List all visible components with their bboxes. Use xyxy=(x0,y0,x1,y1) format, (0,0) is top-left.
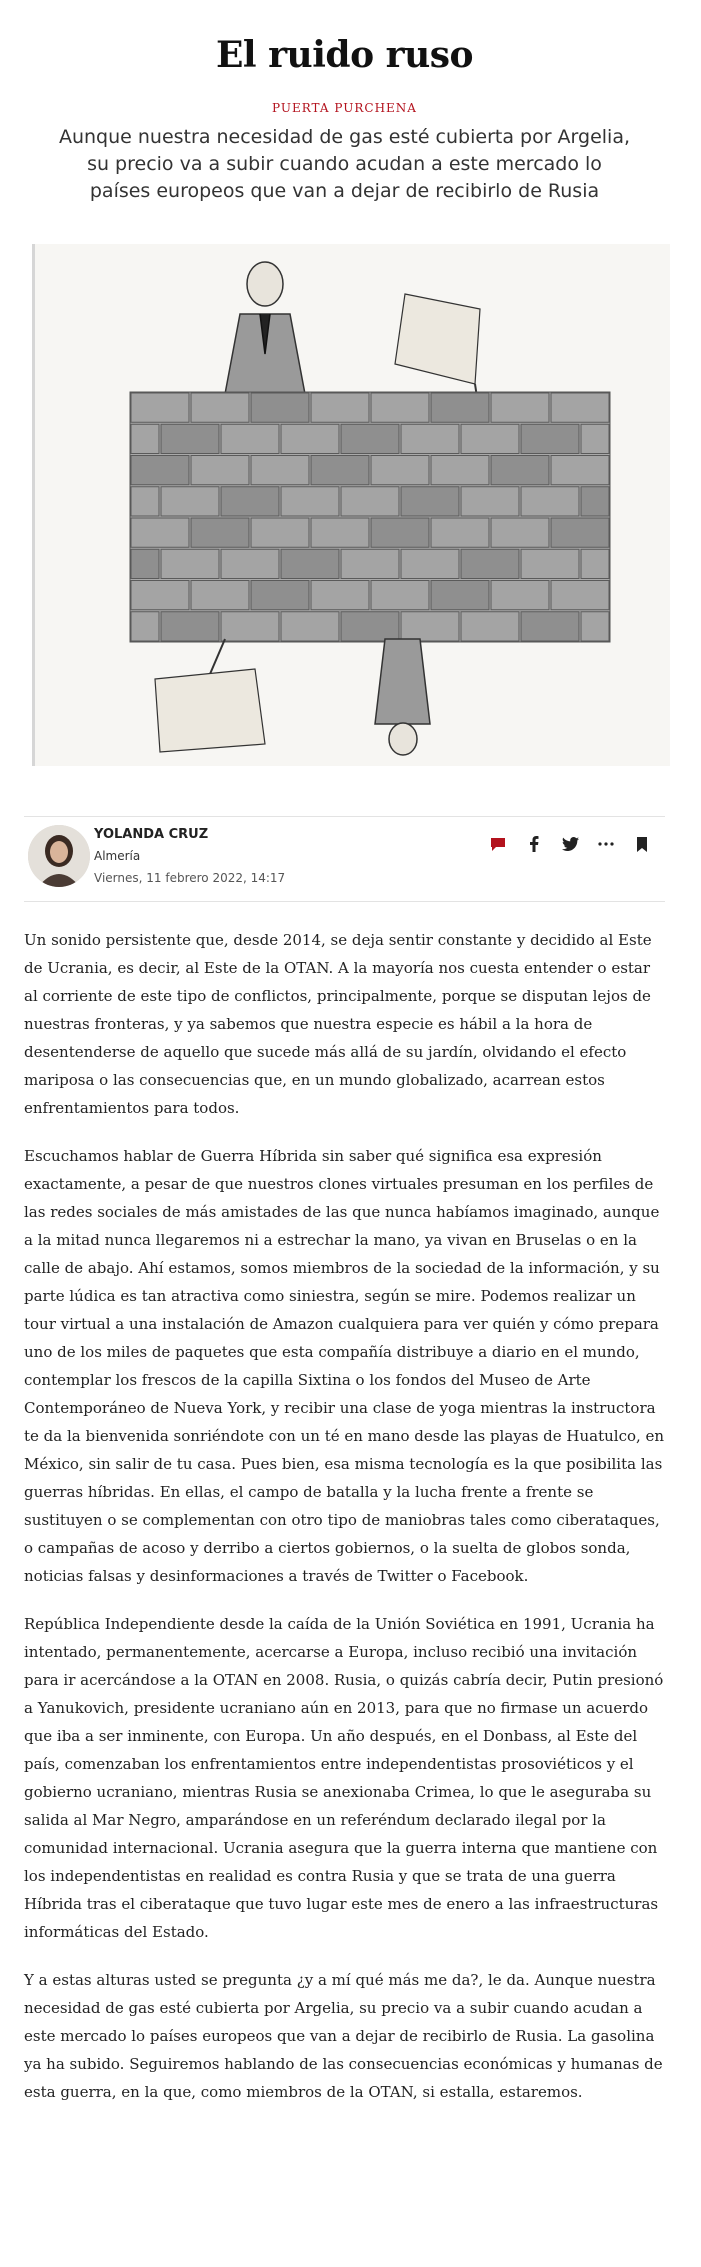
article-illustration xyxy=(32,244,670,766)
brick xyxy=(491,393,549,422)
brick xyxy=(311,393,369,422)
brick xyxy=(161,487,219,516)
brick xyxy=(311,518,369,547)
brick xyxy=(371,581,429,610)
brick xyxy=(491,581,549,610)
brick xyxy=(161,424,219,453)
brick xyxy=(551,518,609,547)
brick xyxy=(131,549,159,578)
brick xyxy=(581,612,609,641)
brick xyxy=(521,424,579,453)
brick xyxy=(341,612,399,641)
avatar[interactable] xyxy=(28,825,90,887)
brick xyxy=(161,549,219,578)
byline-box xyxy=(24,816,665,902)
page-title: El ruido ruso xyxy=(215,34,474,76)
brick xyxy=(401,612,459,641)
brick xyxy=(251,393,309,422)
brick xyxy=(521,612,579,641)
article-subtitle: Aunque nuestra necesidad de gas esté cubierta por Argelia, su precio va a subir cuando acudan a este mercado lo países europeos que van a dejar de recibirlo de Rusia xyxy=(58,126,631,202)
brick xyxy=(311,456,369,485)
brick xyxy=(401,424,459,453)
brick xyxy=(281,487,339,516)
brick xyxy=(281,612,339,641)
brick xyxy=(131,581,189,610)
section-label[interactable]: PUERTA PURCHENA xyxy=(272,101,417,115)
brick xyxy=(251,518,309,547)
brick xyxy=(371,456,429,485)
brick xyxy=(401,487,459,516)
brick xyxy=(131,393,189,422)
author-portrait xyxy=(28,825,90,887)
brick xyxy=(431,393,489,422)
brick xyxy=(461,487,519,516)
brick xyxy=(581,487,609,516)
brick xyxy=(251,456,309,485)
brick xyxy=(551,581,609,610)
brick xyxy=(431,581,489,610)
paragraph-3: República Independiente desde la caída de la Unión Soviética en 1991, Ucrania ha intentado, permanentemente, acercarse a Europa, incluso recibió una invitación para ir acercándose a la OTAN en 2008. Rusia, o quizás cabría decir, Putin presionó a Yanukovich, presidente ucraniano aún en 2013, para que no firmase un acuerdo que iba a ser inminente, con Europa. Un año después, en el Donbass, al Este del país, comenzaban los enfrentamientos entre independentistas prosoviéticos y el gobierno ucraniano, mientras Rusia se anexionaba Crimea, lo que le aseguraba su salida al Mar Negro, amparándose en un referéndum declarado ilegal por la comunidad internacional. Ucrania asegura que la guerra interna que mantiene con los independentistas en realidad es contra Rusia y que se trata de una guerra Híbrida tras el ciberataque que tuvo lugar este mes de enero a las infraestructuras informáticas del Estado. xyxy=(24,1615,664,1941)
brick xyxy=(131,487,159,516)
paragraph-4: Y a estas alturas usted se pregunta ¿y a mí qué más me da?, le da. Aunque nuestra necesidad de gas esté cubierta por Argelia, su precio va a subir cuando acudan a este mercado lo países europeos que van a dejar de recibirlo de Rusia. La gasolina ya ha subido. Seguiremos hablando de las consecuencias económicas y humanas de esta guerra, en la que, como miembros de la OTAN, si estalla, estaremos. xyxy=(24,1971,663,2101)
brick xyxy=(131,518,189,547)
brick xyxy=(191,518,249,547)
twitter-icon[interactable] xyxy=(555,829,585,859)
brick xyxy=(581,424,609,453)
brick xyxy=(251,581,309,610)
brick xyxy=(311,581,369,610)
brick xyxy=(191,456,249,485)
brick xyxy=(161,612,219,641)
bookmark-icon[interactable] xyxy=(627,829,657,859)
share-toolbar xyxy=(483,829,657,859)
brick xyxy=(371,393,429,422)
brick xyxy=(551,456,609,485)
author-name[interactable]: YOLANDA CRUZ xyxy=(94,827,209,842)
brick xyxy=(191,393,249,422)
brick xyxy=(341,487,399,516)
brick xyxy=(461,549,519,578)
brick xyxy=(551,393,609,422)
brick xyxy=(341,424,399,453)
brick xyxy=(401,549,459,578)
brick xyxy=(221,549,279,578)
paragraph-1: Un sonido persistente que, desde 2014, se deja sentir constante y decidido al Este de Ucrania, es decir, al Este de la OTAN. A la mayoría nos cuesta entender o estar al corriente de este tipo de conflictos, principalmente, porque se disputan lejos de nuestras fronteras, y ya sabemos que nuestra especie es hábil a la hora de desentenderse de aquello que sucede más allá de su jardín, olvidando el efecto mariposa o las consecuencias que, en un mundo globalizado, acarrean estos enfrentamientos para todos. xyxy=(24,931,652,1117)
brick xyxy=(521,549,579,578)
brick-wall-drawing xyxy=(35,244,670,766)
more-icon[interactable] xyxy=(591,829,621,859)
brick xyxy=(221,487,279,516)
brick xyxy=(281,424,339,453)
brick xyxy=(491,456,549,485)
brick xyxy=(371,518,429,547)
brick xyxy=(521,487,579,516)
comment-icon[interactable] xyxy=(483,829,513,859)
brick xyxy=(341,549,399,578)
brick xyxy=(581,549,609,578)
brick xyxy=(131,456,189,485)
brick xyxy=(431,456,489,485)
brick xyxy=(431,518,489,547)
brick xyxy=(131,424,159,453)
brick xyxy=(281,549,339,578)
brick xyxy=(131,612,159,641)
brick xyxy=(221,612,279,641)
brick xyxy=(491,518,549,547)
facebook-icon[interactable] xyxy=(519,829,549,859)
brick xyxy=(461,612,519,641)
brick xyxy=(461,424,519,453)
brick xyxy=(221,424,279,453)
article-body xyxy=(24,926,665,2126)
brick xyxy=(191,581,249,610)
author-location: Almería xyxy=(94,849,141,863)
paragraph-2: Escuchamos hablar de Guerra Híbrida sin saber qué significa esa expresión exactamente, a pesar de que nuestros clones virtuales presuman en los perfiles de las redes sociales de más amistades de las que nunca habíamos imaginado, aunque a la mitad nunca llegaremos ni a estrechar la mano, ya vivan en Bruselas o en la calle de abajo. Ahí estamos, somos miembros de la sociedad de la información, y su parte lúdica es tan atractiva como siniestra, según se mire. Podemos realizar un tour virtual a una instalación de Amazon cualquiera para ver quién y cómo prepara uno de los miles de paquetes que esta compañía distribuye a diario en el mundo, contemplar los frescos de la capilla Sixtina o los fondos del Museo de Arte Contemporáneo de Nueva York, y recibir una clase de yoga mientras la instructora te da la bienvenida sonriéndote con un té en mano desde las playas de Huatulco, en México, sin salir de tu casa. Pues bien, esa misma tecnología es la que posibilita las guerras híbridas. En ellas, el campo de batalla y la lucha frente a frente se sustituyen o se complementan con otro tipo de maniobras tales como ciberataques, o campañas de acoso y derribo a ciertos gobiernos, o la suelta de globos sonda, noticias falsas y desinformaciones a través de Twitter o Facebook. xyxy=(24,1147,665,1585)
publish-date: Viernes, 11 febrero 2022, 14:17 xyxy=(94,871,286,885)
